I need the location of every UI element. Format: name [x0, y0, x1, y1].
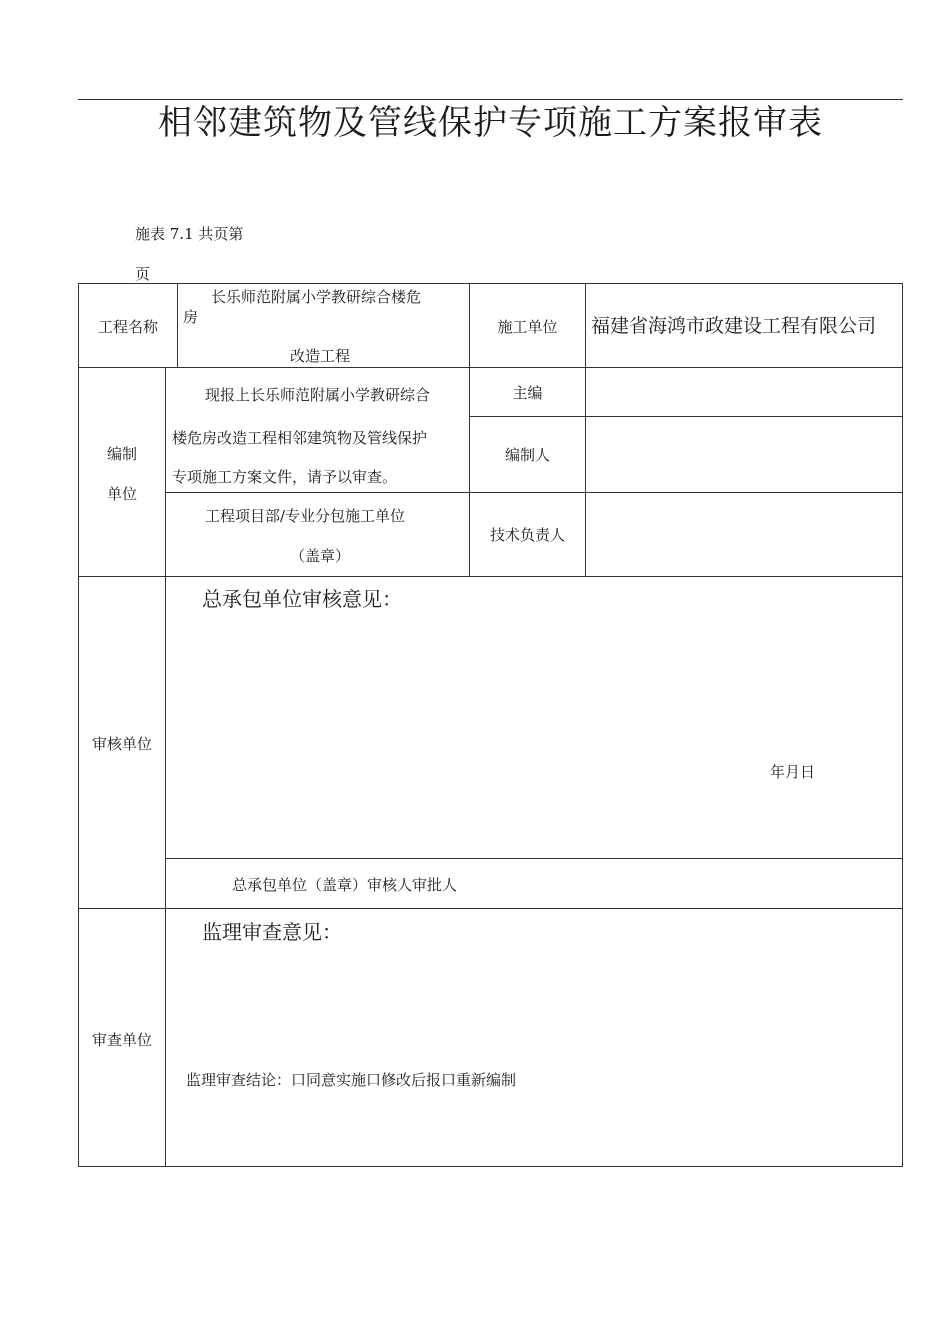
review-opinion-heading: 总承包单位审核意见： [202, 587, 402, 611]
row-divider [78, 367, 903, 368]
compile-dept-seal: （盖章） [290, 547, 351, 565]
form-number: 施表 7.1 共页第 [135, 225, 244, 243]
compile-unit-label-line1: 编制 [106, 445, 137, 463]
review-unit-label: 审核单位 [91, 735, 152, 753]
row-divider [78, 576, 903, 577]
row-divider [165, 492, 903, 493]
row-divider [469, 416, 903, 417]
inspect-unit-label: 审查单位 [91, 1031, 152, 1049]
contractor-label: 施工单位 [497, 318, 558, 336]
compile-statement-line2: 楼危房改造工程相邻建筑物及管线保护 [172, 429, 428, 447]
inspect-opinion-heading: 监理审查意见： [202, 920, 342, 944]
row-divider [165, 858, 903, 859]
form-page: 页 [135, 265, 151, 283]
table-border-bottom [78, 1166, 903, 1167]
col-divider [177, 283, 178, 367]
compile-dept-line1: 工程项目部/专业分包施工单位 [205, 507, 406, 525]
contractor-value: 福建省海鸿市政建设工程有限公司 [591, 315, 877, 337]
review-date: 年月日 [770, 763, 816, 781]
col-divider [585, 283, 586, 576]
compiler-label: 编制人 [504, 446, 550, 464]
tech-lead-label: 技术负责人 [489, 526, 565, 544]
table-border-top [78, 283, 903, 284]
compile-statement-line1: 现报上长乐师范附属小学教研综合 [205, 386, 431, 404]
page-title: 相邻建筑物及管线保护专项施工方案报审表 [158, 103, 823, 143]
chief-editor-label: 主编 [512, 384, 543, 402]
review-signature-line: 总承包单位（盖章）审核人审批人 [232, 876, 458, 894]
compile-unit-label-line2: 单位 [106, 485, 137, 503]
project-name-label: 工程名称 [97, 318, 158, 336]
project-name-value-line1: 长乐师范附属小学教研综合楼危 [211, 288, 422, 306]
project-name-value-line3: 改造工程 [290, 347, 351, 365]
compile-statement-line3: 专项施工方案文件，请予以审查。 [172, 468, 398, 486]
row-divider [78, 908, 903, 909]
table-border-right [902, 283, 903, 1167]
inspect-conclusion: 监理审查结论：口同意实施口修改后报口重新编制 [186, 1071, 517, 1089]
col-divider [165, 367, 166, 1167]
project-name-value-line2: 房 [183, 308, 199, 326]
